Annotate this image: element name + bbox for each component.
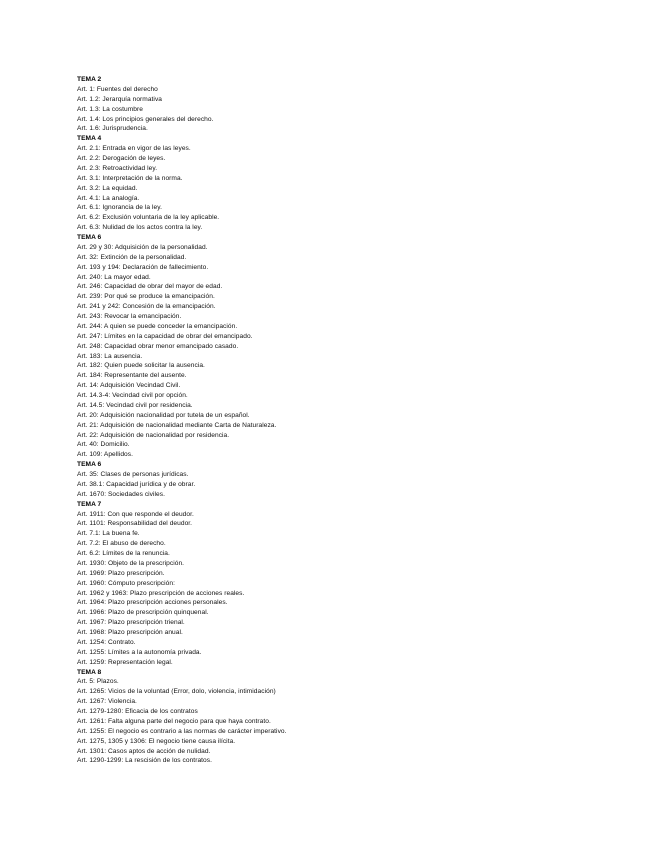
article-line: Art. 2.2: Derogación de leyes.: [77, 155, 166, 162]
article-line: Art. 3.1: Interpretación de la norma.: [77, 174, 183, 182]
article-line: Art. 182: Quien puede solicitar la ausencia.: [77, 362, 205, 370]
article-line: Art. 3.2: La equidad.: [77, 184, 138, 192]
article-line: Art. 240: La mayor edad.: [77, 273, 151, 281]
section-heading: TEMA 6: [77, 461, 102, 469]
article-line: Art. 6.2: Límites de la renuncia.: [77, 550, 170, 557]
article-line: Art. 1968: Plazo prescripción anual.: [77, 629, 183, 636]
article-line: Art. 241 y 242: Concesión de la emancipación.: [77, 303, 216, 311]
article-line: Art. 1930: Objeto de la prescripción.: [77, 559, 185, 567]
article-line: Art. 1960: Cómputo prescripción:: [77, 579, 175, 587]
article-line: Art. 7.1: La buena fe.: [77, 530, 140, 538]
article-line: Art. 1.6: Jurisprudencia.: [77, 125, 148, 133]
article-line: Art. 14.3-4: Vecindad civil por opción.: [77, 392, 188, 399]
article-line: Art. 1911: Con que responde el deudor.: [77, 510, 194, 518]
article-line: Art. 6.1: Ignorancia de la ley.: [77, 204, 162, 212]
article-line: Art. 239: Por qué se produce la emancipación.: [77, 293, 215, 301]
article-line: Art. 2.1: Entrada en vigor de las leyes.: [77, 145, 191, 153]
article-line: Art. 1670: Sociedades civiles.: [77, 490, 165, 498]
article-line: Art. 1267: Violencia.: [77, 698, 137, 706]
article-line: Art. 1962 y 1963: Plazo prescripción de acciones reales.: [77, 589, 245, 597]
article-line: Art. 193 y 194: Declaración de fallecimiento.: [77, 263, 209, 271]
article-line: Art. 14.5: Vecindad civil por residencia.: [77, 401, 193, 409]
article-line: Art. 1.4: Los principios generales del derecho.: [77, 115, 214, 123]
article-line: Art. 5: Plazos.: [77, 678, 119, 686]
article-line: Art. 22: Adquisición de nacionalidad por residencia.: [77, 431, 230, 439]
article-line: Art. 248: Capacidad obrar menor emancipado casado.: [77, 342, 239, 350]
section-heading: TEMA 7: [77, 500, 102, 508]
article-line: Art. 20: Adquisición nacionalidad por tutela de un español.: [77, 411, 250, 419]
article-line: Art. 7.2: El abuso de derecho.: [77, 540, 166, 548]
article-line: Art. 247: Límites en la capacidad de obrar del emancipado.: [77, 332, 253, 340]
article-line: Art. 109: Apellidos.: [77, 451, 133, 459]
article-line: Art. 243: Revocar la emancipación.: [77, 313, 182, 320]
article-line: Art. 246: Capacidad de obrar del mayor de edad.: [77, 283, 223, 291]
article-line: Art. 35: Clases de personas jurídicas.: [77, 471, 189, 478]
article-line: Art. 1: Fuentes del derecho: [77, 85, 158, 93]
article-line: Art. 1.3: La costumbre: [77, 105, 143, 113]
article-line: Art. 1255: Límites a la autonomía privada.: [77, 648, 202, 656]
article-line: Art. 1290-1299: La rescisión de los contratos.: [77, 757, 212, 765]
article-line: Art. 14: Adquisición Vecindad Civil.: [77, 382, 181, 390]
article-line: Art. 6.3: Nulidad de los actos contra la ley.: [77, 224, 203, 232]
article-line: Art. 1.2: Jerarquía normativa: [77, 95, 163, 103]
article-line: Art. 40: Domicilio.: [77, 441, 130, 449]
article-line: Art. 1964: Plazo prescripción acciones personales.: [77, 599, 228, 607]
article-line: Art. 1279-1280: Eficacia de los contratos: [77, 708, 198, 715]
section-heading: TEMA 2: [77, 76, 102, 83]
article-line: Art. 1254: Contrato.: [77, 638, 136, 646]
article-line: Art. 1261: Falta alguna parte del negocio para que haya contrato.: [77, 717, 271, 725]
article-line: Art. 1966: Plazo de prescripción quinquenal.: [77, 609, 209, 617]
article-list: [77, 75, 557, 766]
article-line: Art. 1275, 1305 y 1306: El negocio tiene causa ilícita.: [77, 737, 236, 745]
article-line: Art. 29 y 30: Adquisición de la personalidad.: [77, 243, 208, 251]
article-line: Art. 1101: Responsabilidad del deudor.: [77, 520, 193, 528]
article-line: Art. 1301: Casos aptos de acción de nulidad.: [77, 747, 211, 755]
article-line: Art. 4.1: La analogía.: [77, 194, 140, 202]
article-line: Art. 1265: Vicios de la voluntad (Error, dolo, violencia, intimidación): [77, 688, 276, 696]
article-line: Art. 1255: El negocio es contrario a las normas de carácter imperativo.: [77, 727, 287, 735]
article-line: Art. 1967: Plazo prescripción trienal.: [77, 619, 185, 627]
article-line: Art. 1259: Representación legal.: [77, 658, 173, 666]
article-line: Art. 2.3: Retroactividad ley.: [77, 164, 158, 172]
article-line: Art. 244: A quien se puede conceder la emancipación.: [77, 322, 238, 330]
article-line: Art. 1969: Plazo prescripción.: [77, 569, 165, 577]
article-line: Art. 38.1: Capacidad jurídica y de obrar.: [77, 480, 196, 488]
article-line: Art. 32: Extinción de la personalidad.: [77, 253, 187, 261]
article-line: Art. 21: Adquisición de nacionalidad mediante Carta de Naturaleza.: [77, 421, 277, 429]
article-line: Art. 6.2: Exclusión voluntaria de la ley aplicable.: [77, 214, 220, 222]
article-line: Art. 183: La ausencia.: [77, 352, 143, 360]
section-heading: TEMA 8: [77, 668, 102, 676]
section-heading: TEMA 6: [77, 234, 102, 241]
section-heading: TEMA 4: [77, 135, 102, 143]
article-line: Art. 184: Representante del ausente.: [77, 372, 187, 380]
